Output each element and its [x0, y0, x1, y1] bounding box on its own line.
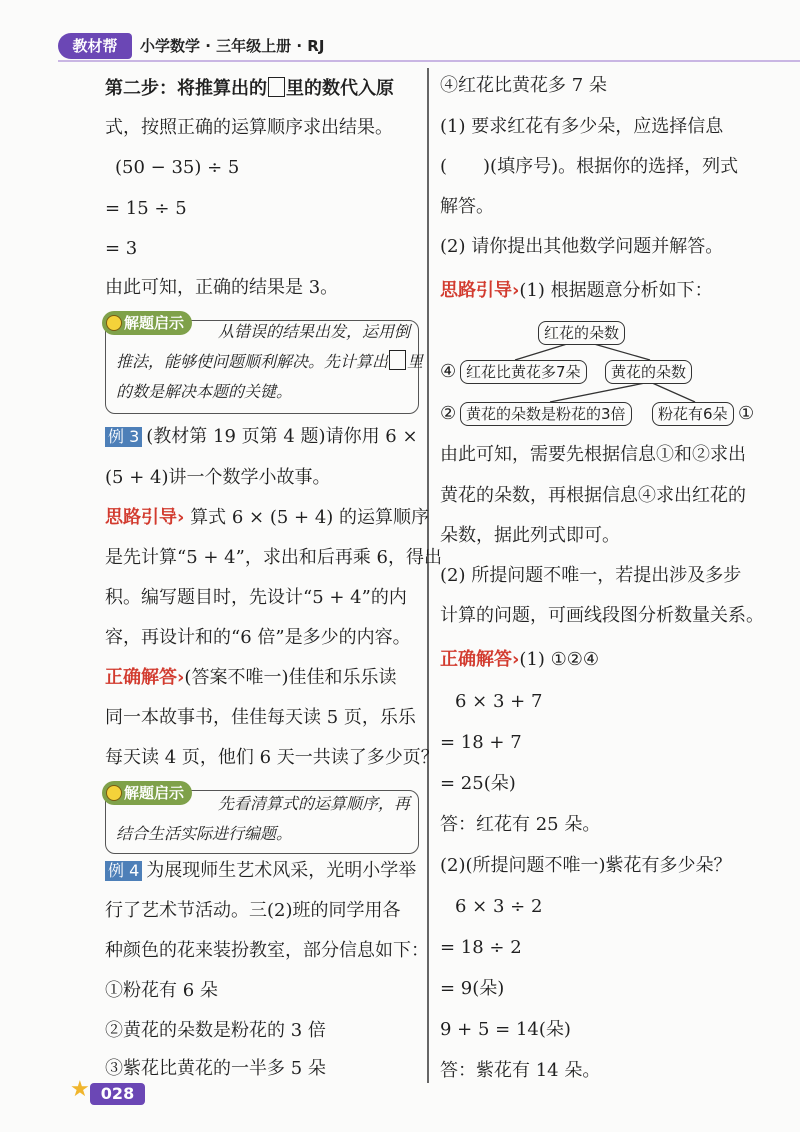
blank-box-icon [268, 77, 285, 97]
book-title: 小学数学 · 三年级上册 · RJ [140, 37, 325, 55]
example4-line2: 行了艺术节活动。三(2)班的同学用各 [105, 900, 401, 921]
answer3-line2: 同一本故事书，佳佳每天读 5 页，乐乐 [105, 707, 416, 728]
answer-label: 正确解答 [105, 667, 177, 688]
connector-mid-right [650, 382, 695, 402]
example4-line3: 种颜色的花来装扮教室，部分信息如下： [105, 940, 429, 961]
question2-answer: (2)(所提问题不唯一)紫花有多少朵？ [440, 855, 732, 876]
series-logo: 教材帮 [58, 33, 132, 59]
node-red-count: 红花的朵数 [538, 321, 625, 345]
guide3-line2: 是先计算“5 + 4”，求出和后再乘 6，得出 [105, 547, 443, 568]
calc-line1: (50 − 35) ÷ 5 [115, 157, 240, 178]
hint2-line2: 结合生活实际进行编题。 [116, 824, 293, 843]
info-4: ④红花比黄花多 7 朵 [440, 75, 607, 96]
example4-line1: 例 4 为展现师生艺术风采，光明小学举 [105, 858, 416, 884]
page-header [0, 0, 800, 68]
page-number: 028 [90, 1083, 145, 1105]
guide-label: 思路引导 [440, 280, 512, 301]
answer4-purple: 答：紫花有 14 朵。 [440, 1060, 601, 1081]
star-icon: ★ [70, 1077, 90, 1102]
node-yellow-count: 黄花的朵数 [605, 360, 692, 384]
question2: (2) 请你提出其他数学问题并解答。 [440, 236, 724, 257]
circle-1: ① [738, 403, 755, 424]
calc4-line3: = 25(朵) [440, 773, 516, 794]
question1-line3: 解答。 [440, 196, 494, 217]
example3-line2: (5 + 4)讲一个数学小故事。 [105, 467, 331, 488]
info-3: ③紫花比黄花的一半多 5 朵 [105, 1058, 326, 1079]
answer-label: 正确解答 [440, 649, 512, 670]
example3-line1: 例 3 (教材第 19 页第 4 题)请你用 6 × [105, 424, 418, 450]
hint-tag-2: 解题启示 [102, 781, 192, 805]
guide4-line3: 黄花的朵数，再根据信息④求出红花的 [440, 485, 746, 506]
hint1-line2: 推法，能够使问题顺利解决。先计算出 里 [116, 352, 424, 371]
calc5-line3: = 9(朵) [440, 978, 505, 999]
blank-box-icon [389, 350, 406, 370]
calc4-line2: = 18 + 7 [440, 732, 522, 753]
calc5-line2: = 18 ÷ 2 [440, 937, 522, 958]
hint1-line1: 从错误的结果出发，运用倒 [218, 322, 411, 341]
step2-line1: 第二步：将推算出的 里的数代入原 [105, 78, 394, 99]
answer4-red: 答：红花有 25 朵。 [440, 814, 601, 835]
node-yellow-times-pink: 黄花的朵数是粉花的3倍 [460, 402, 632, 426]
lightbulb-icon [106, 315, 122, 331]
example-4-label: 例 4 [105, 861, 142, 881]
info-1: ①粉花有 6 朵 [105, 980, 218, 1001]
answer4-line1: 正确解答›(1) ①②④ [440, 649, 600, 670]
guide4-line2: 由此可知，需要先根据信息①和②求出 [440, 444, 746, 465]
hint-tag-1: 解题启示 [102, 311, 192, 335]
question1-line1: (1) 要求红花有多少朵，应选择信息 [440, 116, 724, 137]
connector-mid-left [550, 382, 650, 402]
guide4-line4: 朵数，据此列式即可。 [440, 525, 620, 546]
hint1-line3: 的数是解决本题的关键。 [116, 382, 293, 401]
calc-line3: = 3 [105, 238, 138, 259]
guide-label: 思路引导 [105, 507, 177, 528]
node-red-more-than-yellow: 红花比黄花多7朵 [460, 360, 587, 384]
calc4-line1: 6 × 3 + 7 [455, 691, 543, 712]
column-divider [427, 68, 429, 1083]
hint-box-2 [105, 784, 419, 854]
guide4-line5: (2) 所提问题不唯一，若提出涉及多步 [440, 565, 742, 586]
page-footer [70, 1077, 170, 1105]
hint2-line1: 先看清算式的运算顺序，再 [218, 794, 411, 813]
analysis-diagram [440, 318, 770, 433]
answer3-line3: 每天读 4 页，他们 6 天一共读了多少页？ [105, 747, 439, 768]
circle-4: ④ [440, 361, 457, 382]
lightbulb-icon [106, 785, 122, 801]
answer3-line1: 正确解答›(答案不唯一)佳佳和乐乐读 [105, 667, 397, 688]
hint-box-1 [105, 314, 424, 414]
example-3-label: 例 3 [105, 427, 142, 447]
circle-2: ② [440, 403, 457, 424]
guide3-line4: 容，再设计和的“6 倍”是多少的内容。 [105, 627, 411, 648]
node-pink-count: 粉花有6朵 [652, 402, 734, 426]
guide4-line1: 思路引导›(1) 根据题意分析如下： [440, 280, 713, 301]
calc-line2: = 15 ÷ 5 [105, 198, 187, 219]
question1-line2: ( )(填序号)。根据你的选择，列式 [440, 156, 739, 177]
step2-line2: 式，按照正确的运算顺序求出结果。 [105, 117, 393, 138]
guide4-line6: 计算的问题，可画线段图分析数量关系。 [440, 605, 764, 626]
result-line: 由此可知，正确的结果是 3。 [105, 277, 339, 298]
calc5-line1: 6 × 3 ÷ 2 [455, 896, 543, 917]
info-2: ②黄花的朵数是粉花的 3 倍 [105, 1020, 326, 1041]
guide3-line1: 思路引导› 算式 6 × (5 + 4) 的运算顺序 [105, 507, 430, 528]
guide3-line3: 积。编写题目时，先设计“5 + 4”的内 [105, 587, 407, 608]
calc5-line4: 9 + 5 = 14(朵) [440, 1019, 571, 1040]
